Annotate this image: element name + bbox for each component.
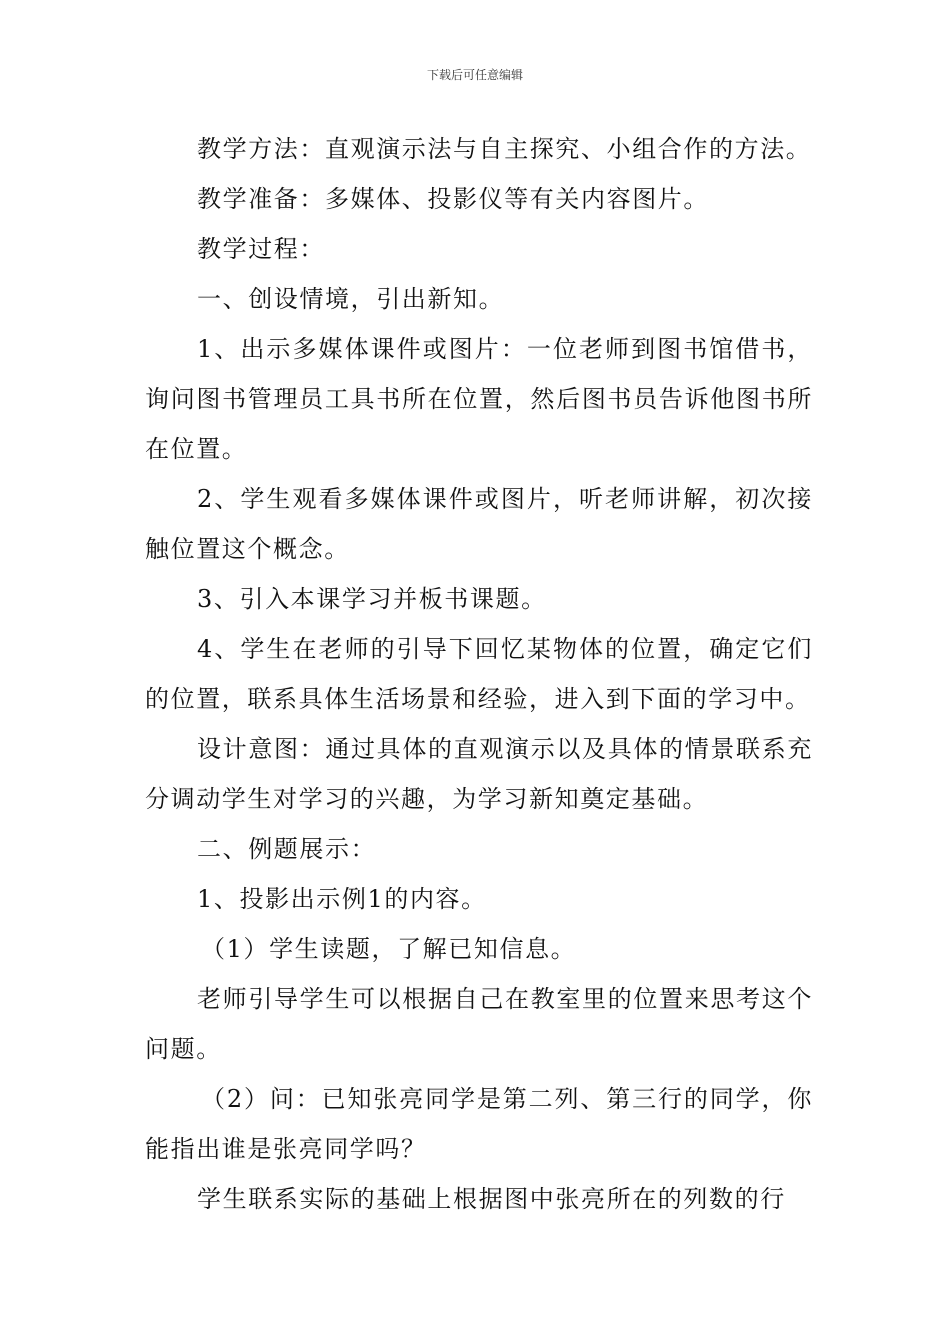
- page-header: 下载后可任意编辑: [426, 68, 523, 82]
- paragraph-step-2: 2、学生观看多媒体课件或图片，听老师讲解，初次接触位置这个概念。: [145, 485, 813, 563]
- paragraph-teacher-guide: 老师引导学生可以根据自己在教室里的位置来思考这个问题。: [145, 985, 813, 1063]
- paragraph-step-3: 3、引入本课学习并板书课题。: [197, 585, 547, 613]
- section-heading-2: 二、例题展示：: [197, 835, 377, 863]
- paragraph-substep-2: （2）问：已知张亮同学是第二列、第三行的同学，你能指出谁是张亮同学吗？: [145, 1085, 813, 1163]
- paragraph-student-link: 学生联系实际的基础上根据图中张亮所在的列数的行: [197, 1185, 786, 1213]
- paragraph-teaching-preparation: 教学准备：多媒体、投影仪等有关内容图片。: [197, 185, 709, 213]
- document-body: [145, 124, 813, 1224]
- paragraph-design-intent: 设计意图：通过具体的直观演示以及具体的情景联系充分调动学生对学习的兴趣，为学习新知奠定基础。: [145, 735, 813, 813]
- paragraph-example-1: 1、投影出示例1的内容。: [197, 885, 487, 913]
- paragraph-teaching-method: 教学方法：直观演示法与自主探究、小组合作的方法。: [197, 135, 812, 163]
- paragraph-step-1: 1、出示多媒体课件或图片：一位老师到图书馆借书，询问图书管理员工具书所在位置，然后图书员告诉他图书所在位置。: [145, 335, 813, 463]
- section-heading-1: 一、创设情境，引出新知。: [197, 285, 505, 313]
- paragraph-step-4: 4、学生在老师的引导下回忆某物体的位置，确定它们的位置，联系具体生活场景和经验，进入到下面的学习中。: [145, 635, 813, 713]
- paragraph-substep-1: （1）学生读题，了解已知信息。: [201, 935, 577, 963]
- paragraph-teaching-process: 教学过程：: [197, 235, 325, 263]
